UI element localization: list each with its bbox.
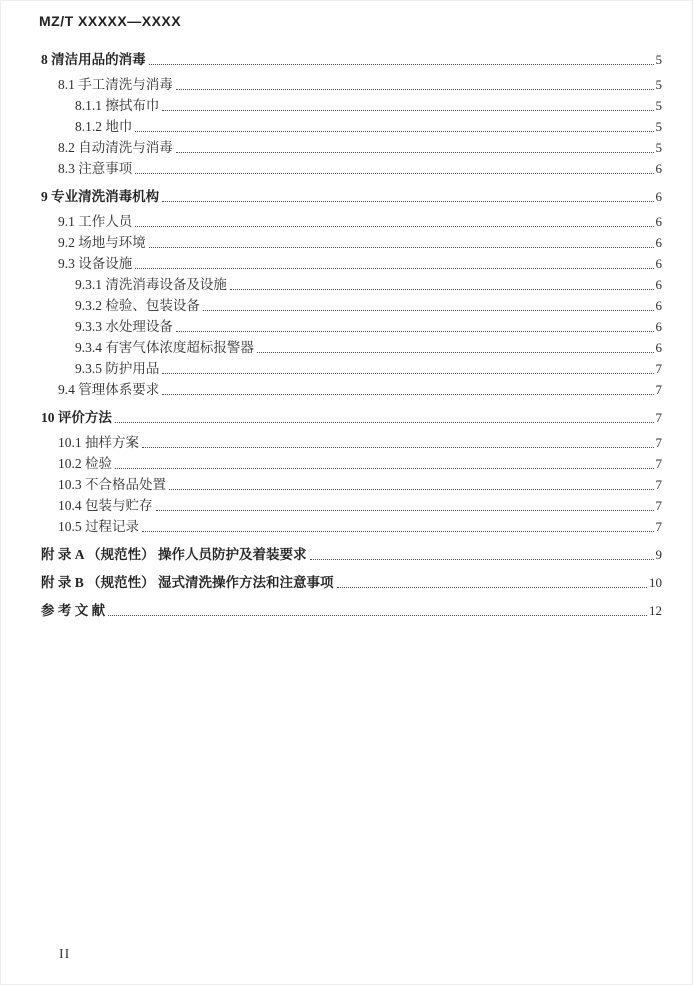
toc-entry-page: 6 xyxy=(655,277,662,292)
toc-entry-label: 参 考 文 献 xyxy=(41,603,106,618)
toc-entry-page: 7 xyxy=(655,361,662,376)
toc-entry-page: 7 xyxy=(655,410,662,425)
toc-entry-label: 8.3 注意事项 xyxy=(58,161,133,176)
toc-entry-page: 5 xyxy=(655,52,662,67)
footer-page-number: II xyxy=(59,947,71,962)
dot-leader xyxy=(162,110,653,111)
toc-entry xyxy=(41,74,662,95)
toc-entry xyxy=(41,379,662,400)
toc-entry-label: 9.3.3 水处理设备 xyxy=(75,319,173,334)
toc-entry-label: 附 录 B （规范性） 湿式清洗操作方法和注意事项 xyxy=(41,575,334,590)
dot-leader xyxy=(230,289,654,290)
toc-entry xyxy=(41,516,662,537)
toc-entry-label: 8.1 手工清洗与消毒 xyxy=(58,77,173,92)
dot-leader xyxy=(337,587,647,588)
toc-entry-page: 5 xyxy=(655,77,662,92)
toc-entry xyxy=(41,432,662,453)
toc-entry-label: 9.3.4 有害气体浓度超标报警器 xyxy=(75,340,254,355)
toc-entry xyxy=(41,49,662,70)
dot-leader xyxy=(135,131,653,132)
toc-entry xyxy=(41,253,662,274)
toc-entry xyxy=(41,116,662,137)
dot-leader xyxy=(135,226,653,227)
toc-entry-label: 10.1 抽样方案 xyxy=(58,435,139,450)
toc-entry xyxy=(41,572,662,593)
toc-entry-page: 9 xyxy=(655,547,662,562)
dot-leader xyxy=(149,247,654,248)
toc-entry-page: 6 xyxy=(655,298,662,313)
toc-entry xyxy=(41,337,662,358)
toc-entry-label: 10 评价方法 xyxy=(41,410,112,425)
toc-entry xyxy=(41,495,662,516)
dot-leader xyxy=(176,89,654,90)
document-header-code: MZ/T XXXXX—XXXX xyxy=(39,13,182,29)
toc-entry xyxy=(41,295,662,316)
toc-entry-page: 10 xyxy=(649,575,662,590)
toc-entry-page: 7 xyxy=(655,519,662,534)
dot-leader xyxy=(149,64,654,65)
toc-entry-label: 8.2 自动清洗与消毒 xyxy=(58,140,173,155)
dot-leader xyxy=(203,310,654,311)
toc-entry xyxy=(41,274,662,295)
toc-entry xyxy=(41,186,662,207)
toc-entry-label: 9.3.5 防护用品 xyxy=(75,361,160,376)
toc-entry xyxy=(41,232,662,253)
dot-leader xyxy=(162,201,653,202)
toc-entry-label: 10.4 包装与贮存 xyxy=(58,498,153,513)
toc-entry-page: 6 xyxy=(655,235,662,250)
toc-entry-page: 5 xyxy=(655,98,662,113)
toc-entry-label: 9.2 场地与环境 xyxy=(58,235,146,250)
toc-entry-page: 7 xyxy=(655,498,662,513)
toc-entry xyxy=(41,316,662,337)
toc-entry-label: 9 专业清洗消毒机构 xyxy=(41,189,160,204)
toc-entry-page: 5 xyxy=(655,140,662,155)
toc-entry xyxy=(41,407,662,428)
toc-entry xyxy=(41,544,662,565)
toc-entry-page: 12 xyxy=(649,603,662,618)
toc-entry-page: 6 xyxy=(655,214,662,229)
toc-entry xyxy=(41,158,662,179)
dot-leader xyxy=(135,268,653,269)
toc-entry-label: 附 录 A （规范性） 操作人员防护及着装要求 xyxy=(41,547,307,562)
toc-entry-label: 9.3.2 检验、包装设备 xyxy=(75,298,200,313)
dot-leader xyxy=(135,173,653,174)
toc-entry xyxy=(41,137,662,158)
toc-entry-page: 7 xyxy=(655,456,662,471)
toc-entry-label: 8.1.1 擦拭布巾 xyxy=(75,98,160,113)
toc-entry-label: 8 清洁用品的消毒 xyxy=(41,52,146,67)
toc-entry-page: 7 xyxy=(655,477,662,492)
toc-entry-page: 6 xyxy=(655,161,662,176)
toc-entry-label: 10.5 过程记录 xyxy=(58,519,139,534)
toc-entry-page: 6 xyxy=(655,189,662,204)
dot-leader xyxy=(162,394,653,395)
toc-entry-page: 7 xyxy=(655,382,662,397)
dot-leader xyxy=(162,373,653,374)
dot-leader xyxy=(156,510,654,511)
dot-leader xyxy=(108,615,647,616)
toc-entry-label: 8.1.2 地巾 xyxy=(75,119,133,134)
toc-entry xyxy=(41,474,662,495)
dot-leader xyxy=(142,447,654,448)
toc-entry xyxy=(41,453,662,474)
toc-entry-page: 6 xyxy=(655,340,662,355)
dot-leader xyxy=(169,489,654,490)
toc-entry xyxy=(41,211,662,232)
dot-leader xyxy=(176,331,654,332)
dot-leader xyxy=(176,152,654,153)
toc-entry-label: 9.4 管理体系要求 xyxy=(58,382,160,397)
toc-entry xyxy=(41,358,662,379)
toc-entry-page: 7 xyxy=(655,435,662,450)
toc-entry-page: 6 xyxy=(655,256,662,271)
toc-entry-label: 9.3.1 清洗消毒设备及设施 xyxy=(75,277,227,292)
toc-entry xyxy=(41,95,662,116)
toc-list xyxy=(41,42,662,625)
dot-leader xyxy=(115,422,654,423)
toc-entry-label: 10.2 检验 xyxy=(58,456,112,471)
dot-leader xyxy=(257,352,654,353)
dot-leader xyxy=(142,531,654,532)
toc-entry-page: 6 xyxy=(655,319,662,334)
toc-entry-label: 9.1 工作人员 xyxy=(58,214,133,229)
toc-entry-label: 9.3 设备设施 xyxy=(58,256,133,271)
dot-leader xyxy=(310,559,654,560)
toc-entry xyxy=(41,600,662,621)
dot-leader xyxy=(115,468,654,469)
toc-entry-page: 5 xyxy=(655,119,662,134)
toc-entry-label: 10.3 不合格品处置 xyxy=(58,477,166,492)
